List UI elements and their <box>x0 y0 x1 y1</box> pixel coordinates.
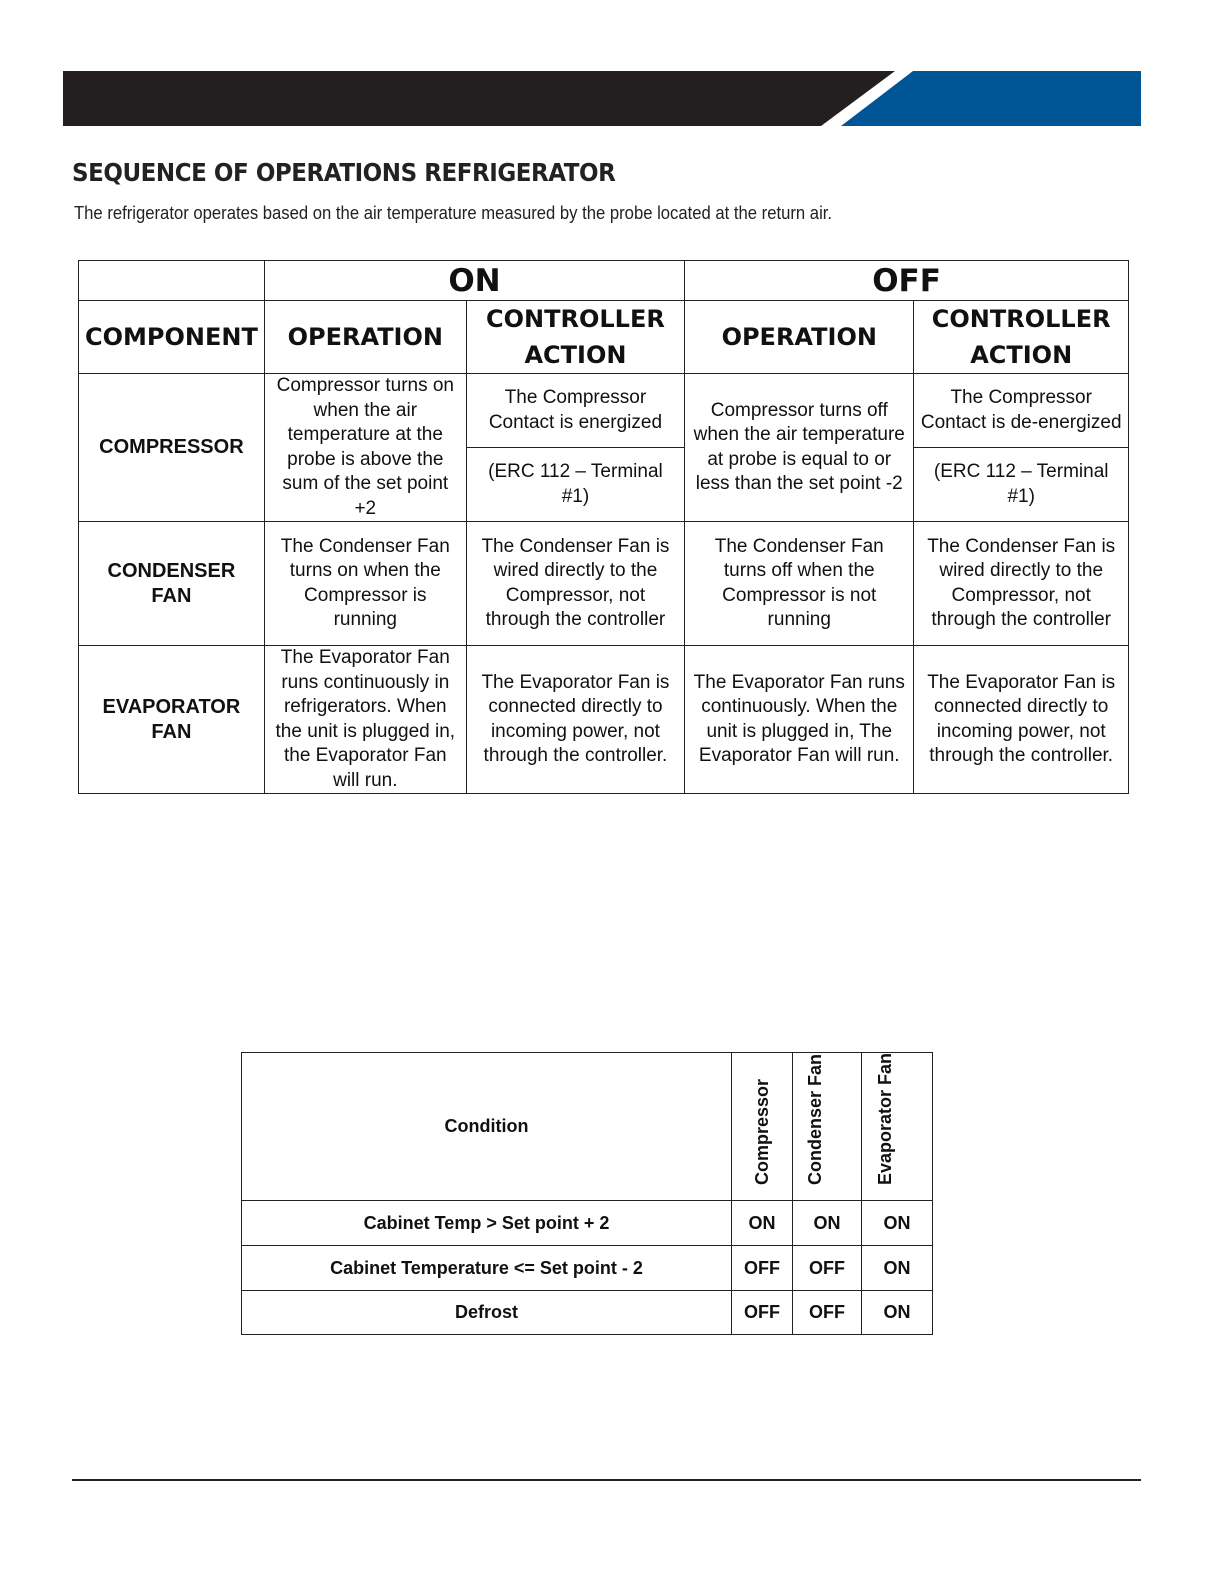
evaporator-on-action: The Evaporator Fan is connected directly to incoming power, not through the controller. <box>466 646 684 794</box>
evaporator-fan-state: ON <box>862 1246 933 1291</box>
condenser-on-operation: The Condenser Fan turns on when the Compressor is running <box>264 522 466 646</box>
header-banner <box>63 71 1141 126</box>
group-on-header: ON <box>264 261 684 301</box>
header-evaporator-fan: Evaporator Fan <box>875 1053 895 1186</box>
compressor-off-action: The Compressor Contact is de-energized <box>914 374 1129 448</box>
col-header-off-operation: OPERATION <box>685 301 914 374</box>
condenser-off-action: The Condenser Fan is wired directly to the Compressor, not through the controller <box>914 522 1129 646</box>
header-condition: Condition <box>242 1053 732 1201</box>
compressor-on-action: The Compressor Contact is energized <box>466 374 684 448</box>
col-header-on-operation: OPERATION <box>264 301 466 374</box>
component-evaporator-fan: EVAPORATOR FAN <box>79 646 265 794</box>
compressor-state: ON <box>732 1201 793 1246</box>
page-title: SEQUENCE OF OPERATIONS REFRIGERATOR <box>72 158 616 187</box>
component-state-table <box>241 1052 933 1335</box>
evaporator-on-operation: The Evaporator Fan runs continuously in refrigerators. When the unit is plugged in, the Evaporator Fan will run. <box>264 646 466 794</box>
condition-cell: Defrost <box>242 1291 732 1335</box>
evaporator-fan-state: ON <box>862 1201 933 1246</box>
condenser-fan-state: OFF <box>793 1291 862 1335</box>
condition-cell: Cabinet Temp > Set point + 2 <box>242 1201 732 1246</box>
table-row <box>242 1246 933 1291</box>
component-condenser-fan: CONDENSER FAN <box>79 522 265 646</box>
condenser-on-action: The Condenser Fan is wired directly to the Compressor, not through the controller <box>466 522 684 646</box>
component-compressor: COMPRESSOR <box>79 374 265 522</box>
compressor-off-terminal: (ERC 112 – Terminal #1) <box>914 448 1129 522</box>
col-header-on-controller-action: CONTROLLER ACTION <box>466 301 684 374</box>
intro-text: The refrigerator operates based on the air temperature measured by the probe located at the return air. <box>74 202 833 223</box>
table-row <box>242 1201 933 1246</box>
evaporator-off-operation: The Evaporator Fan runs continuously. When the unit is plugged in, The Evaporator Fan will run. <box>685 646 914 794</box>
group-off-header: OFF <box>685 261 1129 301</box>
compressor-state: OFF <box>732 1291 793 1335</box>
evaporator-off-action: The Evaporator Fan is connected directly to incoming power, not through the controller. <box>914 646 1129 794</box>
compressor-on-terminal: (ERC 112 – Terminal #1) <box>466 448 684 522</box>
compressor-state: OFF <box>732 1246 793 1291</box>
condenser-fan-state: OFF <box>793 1246 862 1291</box>
condenser-fan-state: ON <box>793 1201 862 1246</box>
header-compressor: Compressor <box>751 1079 772 1186</box>
sequence-of-operations-table <box>78 260 1129 794</box>
compressor-on-operation: Compressor turns on when the air temperature at the probe is above the sum of the set point +2 <box>264 374 466 522</box>
header-condenser-fan: Condenser Fan <box>805 1054 825 1186</box>
evaporator-fan-state: ON <box>862 1291 933 1335</box>
table-row <box>242 1291 933 1335</box>
compressor-off-operation: Compressor turns off when the air temperature at probe is equal to or less than the set point -2 <box>685 374 914 522</box>
condition-cell: Cabinet Temperature <= Set point - 2 <box>242 1246 732 1291</box>
condenser-off-operation: The Condenser Fan turns off when the Compressor is not running <box>685 522 914 646</box>
col-header-off-controller-action: CONTROLLER ACTION <box>914 301 1129 374</box>
col-header-component: COMPONENT <box>79 301 265 374</box>
banner-dark-band <box>63 71 895 126</box>
banner-blue-band <box>841 71 1141 126</box>
footer-divider <box>72 1479 1141 1481</box>
